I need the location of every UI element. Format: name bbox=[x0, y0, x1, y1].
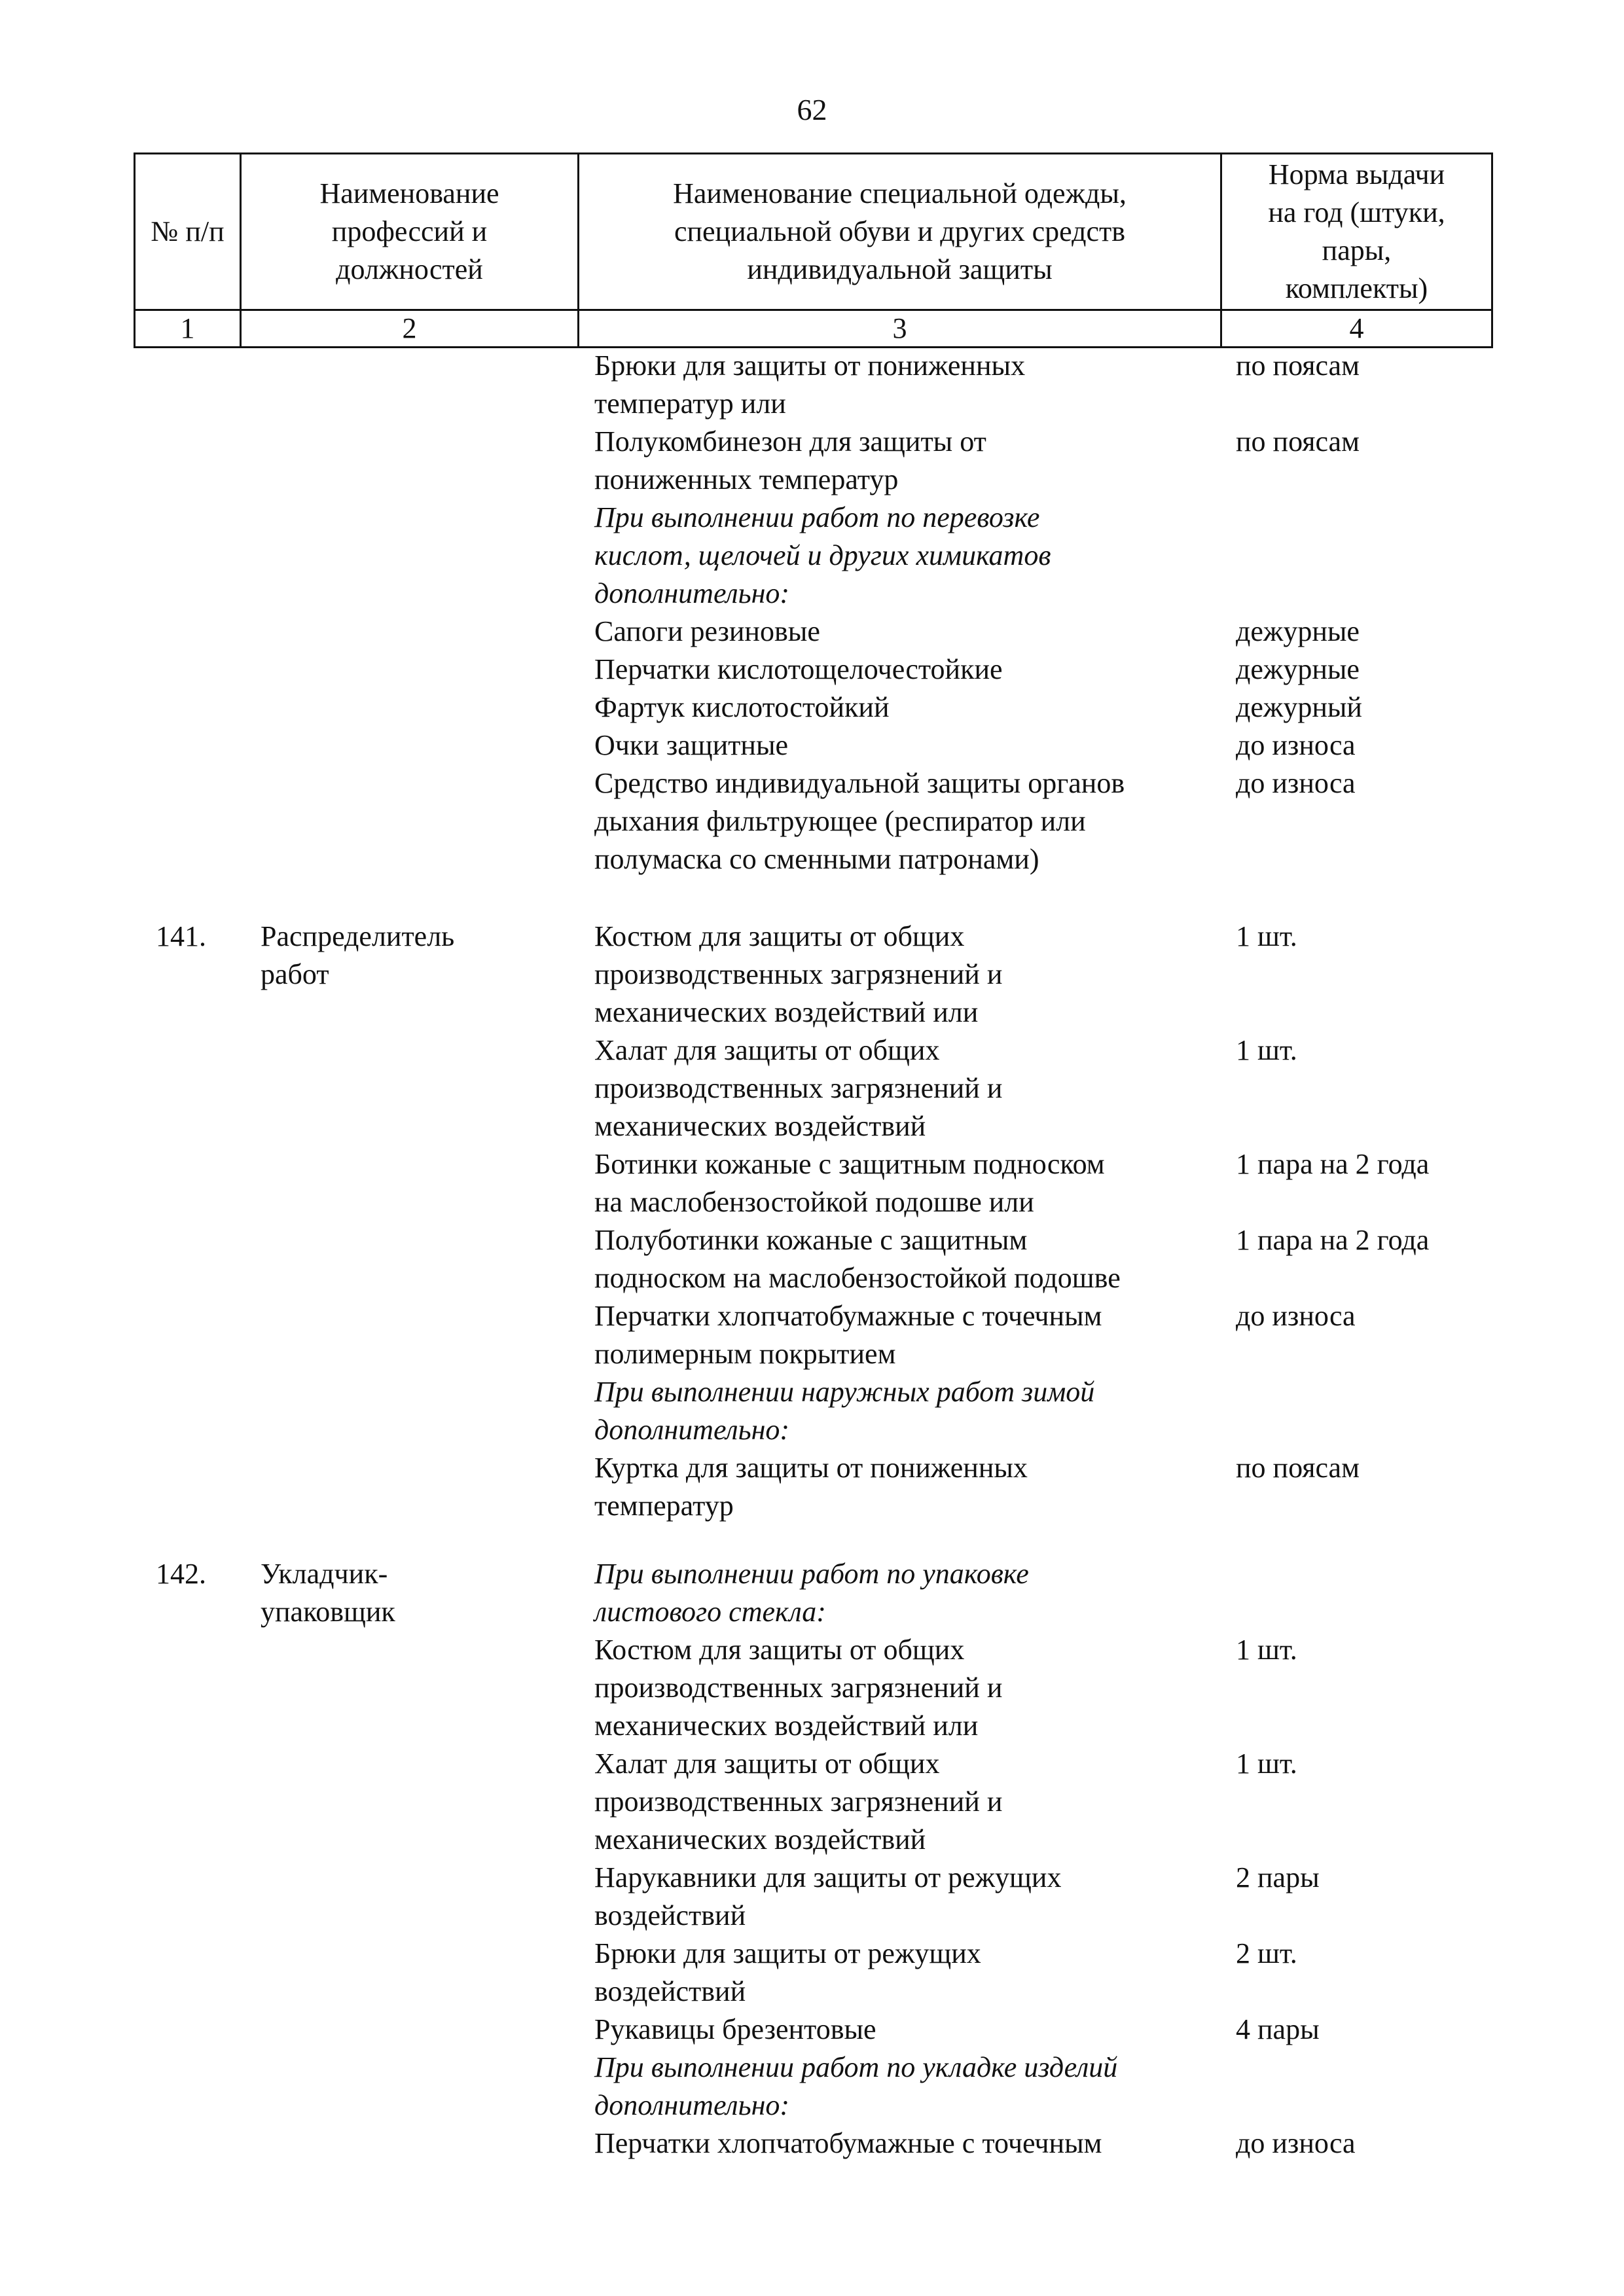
note-line: листового стекла: bbox=[594, 1596, 826, 1628]
item-line: воздействий bbox=[594, 1975, 746, 2007]
item-line: Куртка для защиты от пониженных bbox=[594, 1452, 1028, 1484]
item-line: производственных загрязнений и bbox=[594, 1785, 1003, 1818]
item-line: Брюки для защиты от режущих bbox=[594, 1937, 981, 1969]
note-line: кислот, щелочей и других химикатов bbox=[594, 539, 1051, 571]
item-line: Нарукавники для защиты от режущих bbox=[594, 1861, 1062, 1893]
profession-name: упаковщик bbox=[261, 1596, 395, 1628]
item-line: пониженных температур bbox=[594, 463, 899, 495]
item-norm: 1 шт. bbox=[1236, 1634, 1297, 1666]
column-number: 3 bbox=[579, 310, 1221, 348]
item-line: полумаска со сменными патронами) bbox=[594, 843, 1039, 875]
item-line: механических воздействий или bbox=[594, 1710, 979, 1742]
item-norm: дежурные bbox=[1236, 653, 1360, 685]
item-line: Брюки для защиты от пониженных bbox=[594, 350, 1026, 382]
item-norm: дежурный bbox=[1236, 691, 1362, 723]
note-line: дополнительно: bbox=[594, 2089, 790, 2121]
item-line: дыхания фильтрующее (респиратор или bbox=[594, 805, 1086, 837]
item-line: Фартук кислотостойкий bbox=[594, 691, 890, 723]
item-norm: 1 шт. bbox=[1236, 1748, 1297, 1780]
item-line: Полукомбинезон для защиты от bbox=[594, 425, 986, 457]
page-number: 62 bbox=[797, 93, 827, 126]
item-line: полимерным покрытием bbox=[594, 1338, 896, 1370]
header-row bbox=[135, 154, 1492, 310]
item-norm: 2 пары bbox=[1236, 1861, 1320, 1893]
item-norm: по поясам bbox=[1236, 350, 1360, 382]
item-line: температур или bbox=[594, 387, 786, 420]
item-line: Средство индивидуальной защиты органов bbox=[594, 767, 1125, 799]
item-line: подноском на маслобензостойкой подошве bbox=[594, 1262, 1121, 1294]
item-line: Перчатки кислотощелочестойкие bbox=[594, 653, 1003, 685]
note-line: При выполнении работ по перевозке bbox=[594, 501, 1040, 533]
item-norm: до износа bbox=[1236, 2127, 1356, 2159]
column-number: 2 bbox=[241, 310, 579, 348]
item-line: производственных загрязнений и bbox=[594, 958, 1003, 990]
header-equipment: Наименование специальной одежды, специальной обуви и других средств индивидуальной защиты bbox=[579, 154, 1221, 310]
item-line: Сапоги резиновые bbox=[594, 615, 820, 647]
item-line: температур bbox=[594, 1490, 734, 1522]
note-line: При выполнении наружных работ зимой bbox=[594, 1376, 1095, 1408]
item-line: производственных загрязнений и bbox=[594, 1072, 1003, 1104]
item-line: производственных загрязнений и bbox=[594, 1672, 1003, 1704]
note-line: дополнительно: bbox=[594, 1414, 790, 1446]
profession-name: работ bbox=[261, 958, 329, 990]
profession-name: Укладчик- bbox=[261, 1558, 388, 1590]
header-norm: Норма выдачи на год (штуки, пары, комплекты) bbox=[1221, 154, 1492, 310]
item-line: на маслобензостойкой подошве или bbox=[594, 1186, 1034, 1218]
item-line: Полуботинки кожаные с защитным bbox=[594, 1224, 1028, 1256]
item-line: механических воздействий bbox=[594, 1823, 926, 1856]
table-header bbox=[134, 152, 1493, 348]
item-norm: до износа bbox=[1236, 729, 1356, 761]
entry-number: 141. bbox=[156, 920, 206, 952]
column-number: 4 bbox=[1221, 310, 1492, 348]
item-norm: 2 шт. bbox=[1236, 1937, 1297, 1969]
item-norm: 1 пара на 2 года bbox=[1236, 1224, 1430, 1256]
item-line: Халат для защиты от общих bbox=[594, 1748, 940, 1780]
item-norm: 1 шт. bbox=[1236, 920, 1297, 952]
item-norm: по поясам bbox=[1236, 1452, 1360, 1484]
column-numbers-row bbox=[135, 310, 1492, 348]
item-line: Перчатки хлопчатобумажные с точечным bbox=[594, 2127, 1102, 2159]
item-line: Костюм для защиты от общих bbox=[594, 1634, 965, 1666]
item-norm: по поясам bbox=[1236, 425, 1360, 457]
item-norm: 1 пара на 2 года bbox=[1236, 1148, 1430, 1180]
item-line: механических воздействий bbox=[594, 1110, 926, 1142]
item-norm: дежурные bbox=[1236, 615, 1360, 647]
item-norm: 1 шт. bbox=[1236, 1034, 1297, 1066]
item-line: Халат для защиты от общих bbox=[594, 1034, 940, 1066]
item-line: Рукавицы брезентовые bbox=[594, 2013, 876, 2045]
note-line: При выполнении работ по укладке изделий bbox=[594, 2051, 1118, 2083]
item-norm: 4 пары bbox=[1236, 2013, 1320, 2045]
column-number: 1 bbox=[135, 310, 241, 348]
item-line: Костюм для защиты от общих bbox=[594, 920, 965, 952]
item-norm: до износа bbox=[1236, 767, 1356, 799]
item-line: воздействий bbox=[594, 1899, 746, 1931]
entry-number: 142. bbox=[156, 1558, 206, 1590]
header-profession: Наименование профессий и должностей bbox=[241, 154, 579, 310]
note-line: дополнительно: bbox=[594, 577, 790, 609]
note-line: При выполнении работ по упаковке bbox=[594, 1558, 1029, 1590]
item-norm: до износа bbox=[1236, 1300, 1356, 1332]
item-line: Ботинки кожаные с защитным подноском bbox=[594, 1148, 1105, 1180]
header-number: № п/п bbox=[135, 154, 241, 310]
profession-name: Распределитель bbox=[261, 920, 455, 952]
item-line: механических воздействий или bbox=[594, 996, 979, 1028]
item-line: Очки защитные bbox=[594, 729, 789, 761]
item-line: Перчатки хлопчатобумажные с точечным bbox=[594, 1300, 1102, 1332]
